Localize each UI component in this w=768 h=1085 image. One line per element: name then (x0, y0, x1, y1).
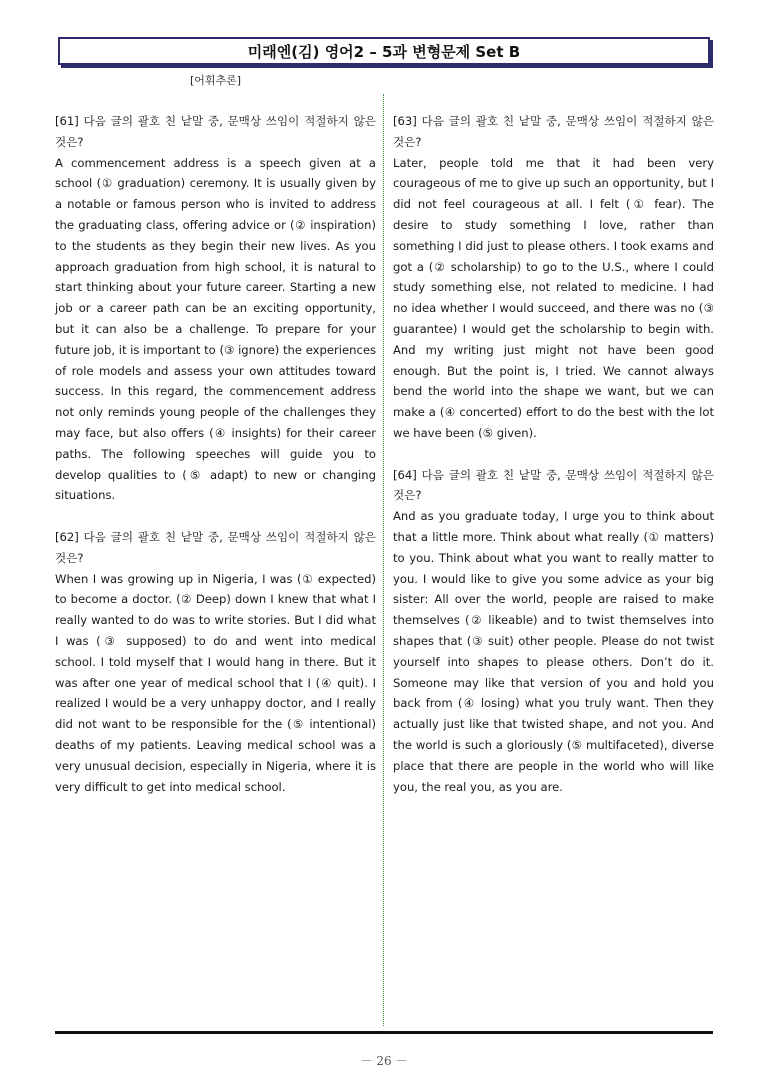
right-column (393, 111, 714, 818)
page-header (58, 37, 710, 65)
question-64 (393, 465, 714, 798)
column-divider (383, 94, 384, 1026)
question-prompt: [62] 다음 글의 괄호 친 낱말 중, 문맥상 쓰임이 적절하지 않은 것은? (55, 529, 376, 565)
question-passage: Later, people told me that it had been very courageous of me to give up such an opportunity, but I did not feel courageous at all. I felt (① fear). The desire to study something I love, rather than something I did just to please others. I took exams and got a (② scholarship) to go to the U.S., where I could study something else, not related to medicine. I had no idea whether I would succeed, and there was no (③ guarantee) I would get the scholarship to begin with. And my writing just might not have been good enough. But the point is, I tried. We cannot always bend the world into the shape we want, but we can make a (④ concerted) effort to do the best with the lot we have been (⑤ given). (393, 155, 714, 440)
question-passage: And as you graduate today, I urge you to think about that a little more. Think about what really (① matters) to you. Think about what you want to really matter to you. I would like to give you some advice as your big sister: All over the world, people are raised to make themselves (② likeable) and to twist themselves into shapes that (③ suit) other people. Please do not twist yourself into shapes to please others. Don’t do it. Someone may like that version of you and hold you back from (④ losing) what you truly want. Then they actually just like that twisted shape, and not you. And the world is such a gloriously (⑤ multifaceted), diverse place that there are people in the world who will like you, the real you, as you are. (393, 509, 714, 794)
question-61 (55, 111, 376, 506)
page-title: 미래엔(김) 영어2 – 5과 변형문제 Set B (247, 42, 521, 61)
footer-rule (55, 1031, 713, 1034)
question-63 (393, 111, 714, 444)
category-label: [어휘추론] (190, 74, 242, 87)
question-prompt: [63] 다음 글의 괄호 친 낱말 중, 문맥상 쓰임이 적절하지 않은 것은? (393, 114, 714, 149)
question-prompt: [61] 다음 글의 괄호 친 낱말 중, 문맥상 쓰임이 적절하지 않은 것은? (55, 114, 376, 149)
question-passage: A commencement address is a speech given at a school (① graduation) ceremony. It is usually given by a notable or famous person who is invited to address the graduating class, offering advice or (② inspiration) to the students as they begin their new lives. As you approach graduation from high school, it is natural to start thinking about your future career. Starting a new job or a career path can be an exciting opportunity, but it can also be a challenge. To prepare for your future job, it is important to (③ ignore) the experiences of role models and assess your own attitudes toward success. In this regard, the commencement address not only reminds young people of the challenges they may face, but also offers (④ insights) for their career paths. The following speeches will guide you to develop qualities to (⑤ adapt) to new or changing situations. (55, 155, 376, 503)
question-prompt: [64] 다음 글의 괄호 친 낱말 중, 문맥상 쓰임이 적절하지 않은 것은? (393, 467, 714, 503)
question-passage: When I was growing up in Nigeria, I was (① expected) to become a doctor. (② Deep) down I knew that what I really wanted to do was to write stories. But I did what I was (③ supposed) to do and went into medical school. I told myself that I would hang in there. But it was after one year of medical school that I (④ quit). I realized I would be a very unhappy doctor, and I really did not want to be responsible for the (⑤ intentional) deaths of my patients. Leaving medical school was a very unusual decision, especially in Nigeria, where it is very difficult to get into medical school. (55, 571, 376, 794)
left-column (55, 111, 376, 818)
page-number: － 26 － (360, 1054, 408, 1068)
question-62 (55, 527, 376, 797)
